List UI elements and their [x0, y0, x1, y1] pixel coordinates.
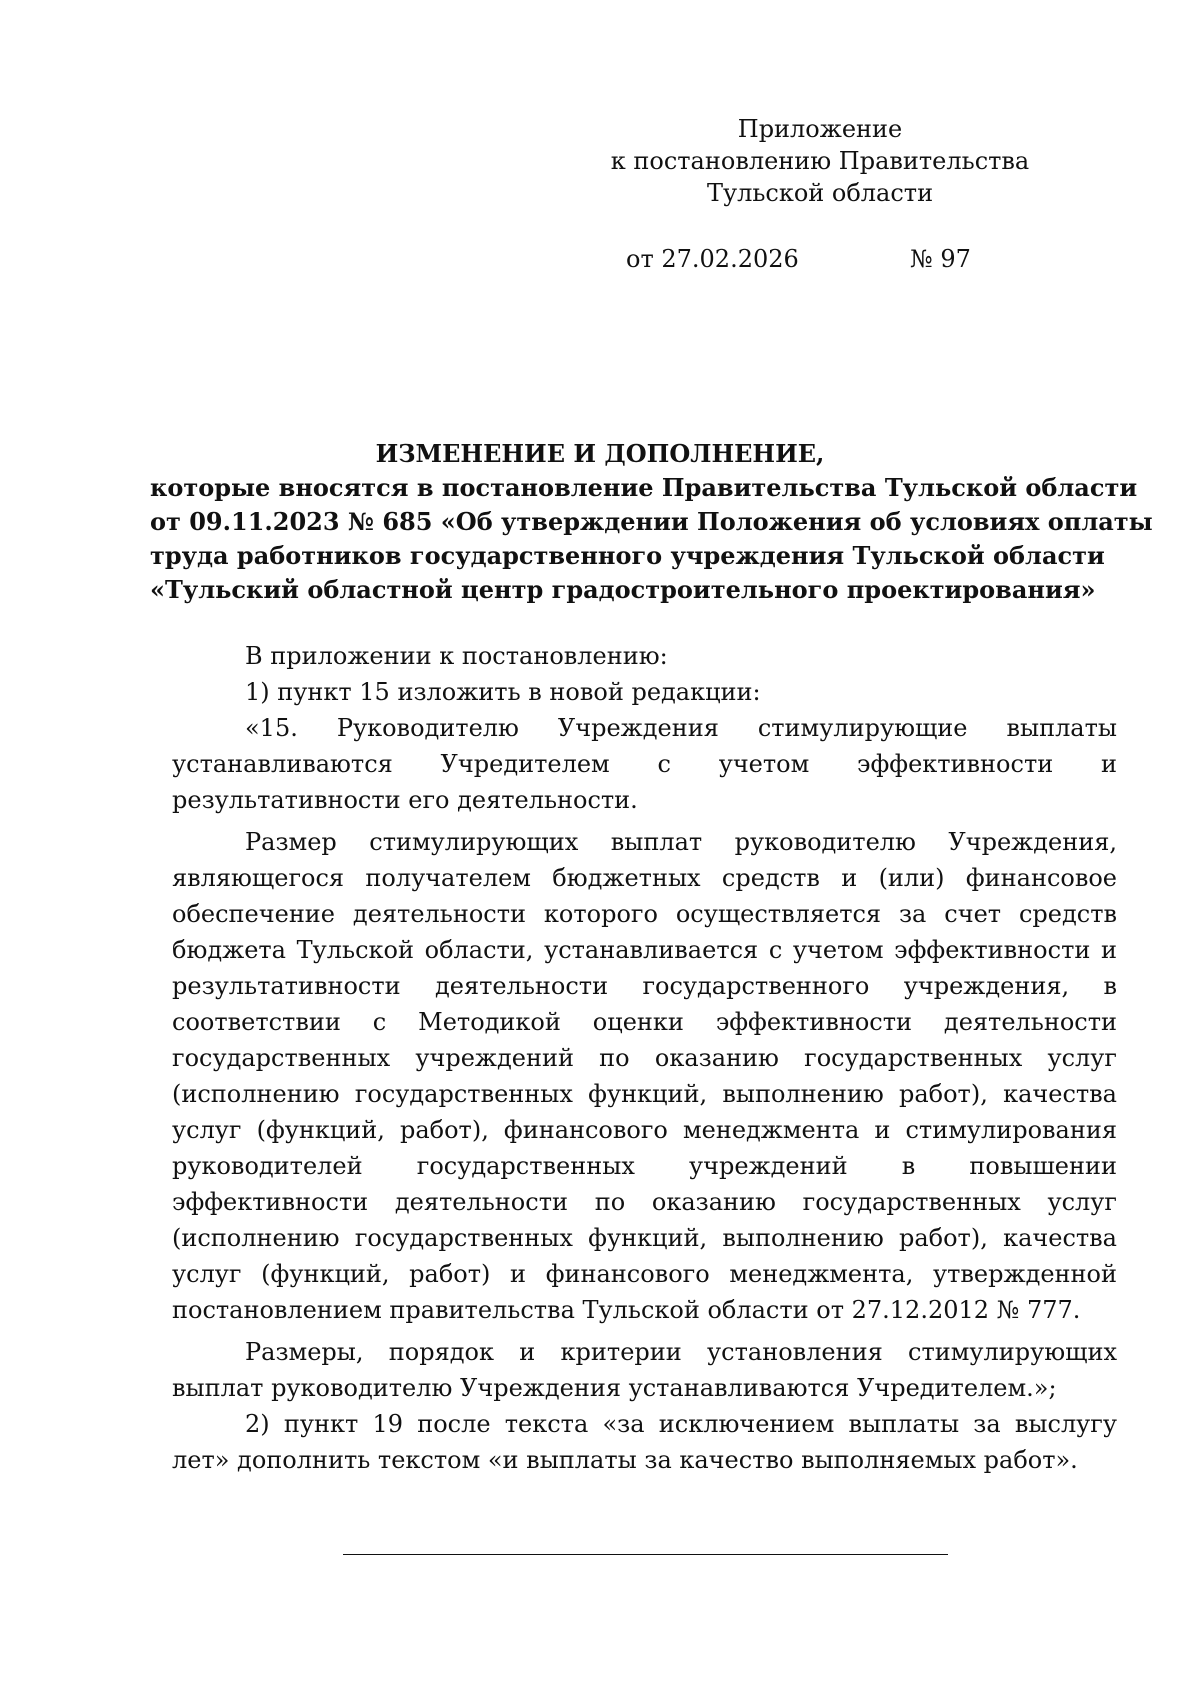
title-line-2: которые вносятся в постановление Правительства Тульской области — [150, 473, 1138, 502]
body-paragraph-clause-15: «15. Руководителю Учреждения стимулирующие выплаты устанавливаются Учредителем с учетом эффективности и результативности его деятельности. — [172, 714, 1117, 814]
title-line-5: «Тульский областной центр градостроительного проектирования» — [150, 575, 1096, 604]
document-title — [150, 437, 1153, 607]
document-body — [172, 638, 1117, 1478]
appendix-region: Тульской области — [706, 179, 934, 207]
appendix-reference: к постановлению Правительства — [610, 147, 1030, 175]
title-line-3: от 09.11.2023 № 685 «Об утверждении Положения об условиях оплаты — [150, 507, 1153, 536]
body-paragraph-item-1: 1) пункт 15 изложить в новой редакции: — [245, 678, 761, 706]
appendix-date: от 27.02.2026 — [626, 245, 799, 273]
appendix-header — [590, 113, 1050, 209]
closing-rule — [343, 1554, 948, 1555]
body-paragraph-bonus-size: Размер стимулирующих выплат руководителю Учреждения, являющегося получателем бюджетных средств и (или) финансовое обеспечение деятельности которого осуществляется за счет средств бюджета Тульской области, устанавливается с учетом эффективности и результативности деятельности государственного учреждения, в соответствии с Методикой оценки эффективности деятельности государственных учреждений по оказанию государственных услуг (исполнению государственных функций, выполнению работ), качества услуг (функций, работ), финансового менеджмента и стимулирования руководителей государственных учреждений в повышении эффективности деятельности по оказанию государственных услуг (исполнению государственных функций, выполнению работ), качества услуг (функций, работ) и финансового менеджмента, утвержденной постановлением правительства Тульской области от 27.12.2012 № 777. — [172, 828, 1117, 1324]
title-line-4: труда работников государственного учреждения Тульской области — [150, 541, 1105, 570]
body-paragraph-item-2: 2) пункт 19 после текста «за исключением выплаты за выслугу лет» дополнить текстом «и выплаты за качество выполняемых работ». — [172, 1410, 1117, 1474]
title-line-1: ИЗМЕНЕНИЕ И ДОПОЛНЕНИЕ, — [375, 439, 825, 468]
appendix-title: Приложение — [737, 115, 903, 143]
body-paragraph-bonus-criteria: Размеры, порядок и критерии установления стимулирующих выплат руководителю Учреждения устанавливаются Учредителем.»; — [172, 1338, 1117, 1402]
appendix-number: № 97 — [910, 245, 971, 273]
body-paragraph-intro: В приложении к постановлению: — [245, 642, 668, 670]
